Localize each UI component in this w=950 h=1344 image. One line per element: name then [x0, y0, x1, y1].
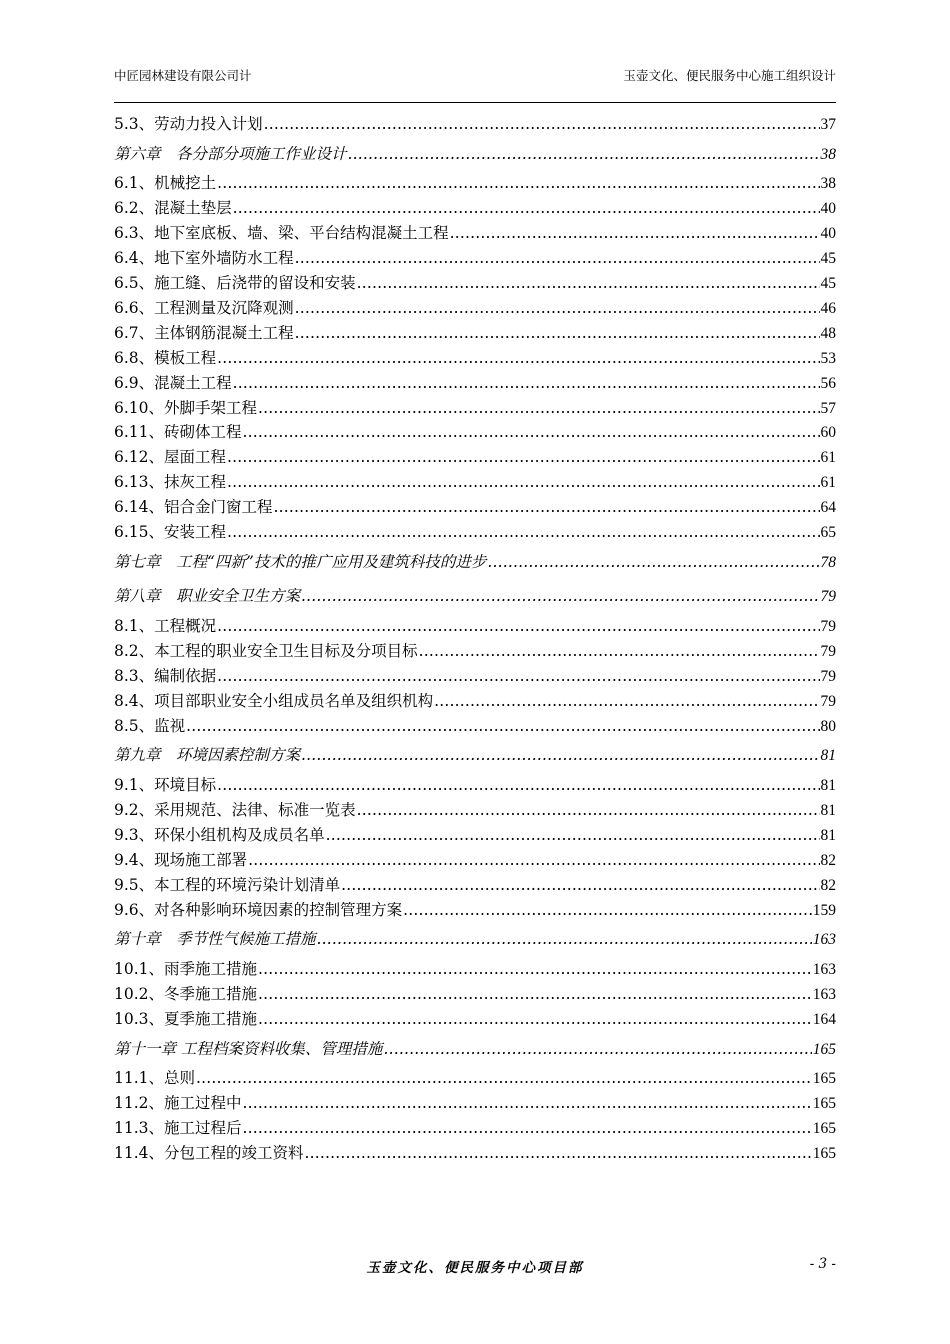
- toc-entry-title: 9.5、本工程的环境污染计划清单: [114, 875, 341, 894]
- toc-chapter-entry[interactable]: [114, 579, 836, 614]
- toc-entry-title: 9.6、对各种影响环境因素的控制管理方案: [114, 900, 403, 919]
- toc-entry-page: 163: [812, 961, 836, 979]
- toc-entry-page: 165: [812, 1070, 836, 1088]
- dot-leader: [217, 614, 819, 639]
- toc-entry[interactable]: [114, 371, 836, 396]
- dot-leader: [264, 112, 820, 137]
- toc-entry[interactable]: [114, 898, 836, 923]
- toc-entry-page: 79: [820, 692, 836, 710]
- toc-entry-page: 37: [820, 116, 836, 133]
- toc-entry-title: 第十一章 工程档案资料收集、管理措施: [114, 1039, 383, 1058]
- toc-entry-page: 80: [820, 717, 836, 735]
- toc-entry-page: 48: [820, 324, 836, 342]
- toc-entry-page: 79: [820, 588, 836, 606]
- toc-entry-title: 8.1、工程概况: [114, 617, 217, 636]
- toc-entry-title: 第十章 季节性气候施工措施: [114, 930, 316, 949]
- dot-leader: [243, 1091, 812, 1116]
- toc-entry[interactable]: [114, 773, 836, 798]
- toc-entry[interactable]: [114, 221, 836, 246]
- toc-entry-title: 9.1、环境目标: [114, 776, 217, 795]
- dot-leader: [317, 922, 812, 957]
- dot-leader: [227, 445, 819, 470]
- dot-leader: [357, 798, 820, 823]
- toc-entry-title: 6.1、机械挖土: [114, 174, 217, 193]
- toc-entry[interactable]: [114, 664, 836, 689]
- toc-entry[interactable]: [114, 639, 836, 664]
- toc-entry-page: 40: [820, 225, 836, 243]
- header-company: 中匠园林建设有限公司计: [114, 68, 252, 83]
- toc-entry[interactable]: [114, 957, 836, 982]
- toc-entry-page: 61: [820, 474, 836, 492]
- toc-entry-title: 9.3、环保小组机构及成员名单: [114, 825, 325, 844]
- toc-entry-page: 46: [820, 299, 836, 317]
- toc-entry-page: 57: [820, 399, 836, 417]
- toc-entry-page: 165: [812, 1095, 836, 1113]
- dot-leader: [450, 221, 820, 246]
- dot-leader: [217, 664, 819, 689]
- toc-entry[interactable]: [114, 1141, 836, 1166]
- toc-entry-title: 6.3、地下室底板、墙、梁、平台结构混凝土工程: [114, 224, 449, 243]
- dot-leader: [258, 982, 812, 1007]
- dot-leader: [295, 321, 820, 346]
- dot-leader: [341, 873, 819, 898]
- toc-entry[interactable]: [114, 1091, 836, 1116]
- toc-entry[interactable]: [114, 520, 836, 545]
- toc-entry-title: 8.2、本工程的职业安全卫生目标及分项目标: [114, 641, 418, 660]
- toc-entry-page: 165: [812, 1144, 836, 1162]
- toc-entry[interactable]: [114, 714, 836, 739]
- toc-entry-title: 6.13、抹灰工程: [114, 473, 227, 492]
- toc-entry-page: 38: [820, 175, 836, 193]
- toc-entry-page: 61: [820, 449, 836, 467]
- dot-leader: [357, 271, 820, 296]
- toc-entry-title: 6.7、主体钢筋混凝土工程: [114, 323, 294, 342]
- toc-entry-title: 6.10、外脚手架工程: [114, 398, 258, 417]
- toc-entry[interactable]: [114, 470, 836, 495]
- dot-leader: [326, 823, 820, 848]
- toc-entry[interactable]: [114, 321, 836, 346]
- dot-leader: [217, 773, 819, 798]
- toc-entry[interactable]: [114, 689, 836, 714]
- toc-entry-page: 79: [820, 618, 836, 636]
- toc-entry-title: 第八章 职业安全卫生方案: [114, 587, 301, 606]
- dot-leader: [217, 346, 819, 371]
- toc-entry-page: 45: [820, 275, 836, 293]
- dot-leader: [248, 848, 819, 873]
- dot-leader: [383, 1032, 811, 1067]
- toc-chapter-entry[interactable]: [114, 738, 836, 773]
- toc-entry-title: 9.4、现场施工部署: [114, 850, 248, 869]
- toc-entry-page: 78: [820, 553, 836, 571]
- dot-leader: [258, 957, 812, 982]
- dot-leader: [258, 1007, 812, 1032]
- toc-entry-page: 64: [820, 499, 836, 517]
- dot-leader: [186, 714, 819, 739]
- dot-leader: [301, 738, 819, 773]
- dot-leader: [233, 371, 820, 396]
- toc-entry-title: 11.3、施工过程后: [114, 1119, 242, 1138]
- toc-entry[interactable]: [114, 445, 836, 470]
- toc-entry[interactable]: [114, 495, 836, 520]
- toc-entry-page: 82: [820, 876, 836, 894]
- toc-entry-page: 79: [820, 642, 836, 660]
- toc-chapter-entry[interactable]: [114, 545, 836, 580]
- toc-entry-title: 6.8、模板工程: [114, 348, 217, 367]
- toc-entry-title: 8.3、编制依据: [114, 666, 217, 685]
- toc-entry-title: 10.1、雨季施工措施: [114, 960, 258, 979]
- dot-leader: [301, 579, 819, 614]
- toc-entry-title: 6.11、砖砌体工程: [114, 423, 242, 442]
- toc-entry-page: 159: [812, 901, 836, 919]
- dot-leader: [419, 639, 820, 664]
- toc-entry-page: 38: [820, 145, 836, 163]
- toc-entry-title: 11.2、施工过程中: [114, 1094, 242, 1113]
- toc-entry-title: 第七章 工程“四新”技术的推广应用及建筑科技的进步: [114, 552, 487, 571]
- toc-entry-title: 11.4、分包工程的竣工资料: [114, 1143, 304, 1162]
- toc-entry[interactable]: [114, 396, 836, 421]
- toc-entry-title: 6.12、屋面工程: [114, 448, 227, 467]
- dot-leader: [295, 296, 820, 321]
- toc-entry[interactable]: [114, 1116, 836, 1141]
- toc-entry[interactable]: [114, 798, 836, 823]
- toc-entry[interactable]: [114, 848, 836, 873]
- toc-entry-page: 56: [820, 374, 836, 392]
- toc-entry-page: 53: [820, 349, 836, 367]
- toc-entry-page: 81: [820, 801, 836, 819]
- toc-entry-page: 81: [820, 826, 836, 844]
- dot-leader: [227, 520, 819, 545]
- toc-chapter-entry[interactable]: [114, 137, 836, 172]
- toc-entry-page: 163: [812, 985, 836, 1003]
- toc-entry[interactable]: [114, 1007, 836, 1032]
- toc-entry[interactable]: [114, 296, 836, 321]
- toc-chapter-entry[interactable]: [114, 922, 836, 957]
- toc-entry-title: 第九章 环境因素控制方案: [114, 746, 301, 765]
- toc-entry-page: 81: [820, 777, 836, 795]
- dot-leader: [233, 196, 820, 221]
- toc-entry-title: 8.5、监视: [114, 716, 186, 735]
- toc-entry-title: 5.3、劳动力投入计划: [114, 115, 263, 133]
- dot-leader: [434, 689, 819, 714]
- dot-leader: [403, 898, 812, 923]
- dot-leader: [196, 1066, 812, 1091]
- toc-entry-title: 6.15、安装工程: [114, 522, 227, 541]
- toc-entry-page: 82: [820, 851, 836, 869]
- toc-entry-page: 164: [812, 1010, 836, 1028]
- toc-entry-title: 11.1、总则: [114, 1069, 196, 1088]
- footer-page-number: - 3 -: [809, 1256, 836, 1272]
- toc-entry[interactable]: [114, 171, 836, 196]
- page-header: [114, 68, 836, 103]
- toc-entry-page: 60: [820, 424, 836, 442]
- toc-entry-title: 8.4、项目部职业安全小组成员名单及组织机构: [114, 691, 434, 710]
- toc-entry[interactable]: [114, 271, 836, 296]
- dot-leader: [227, 470, 819, 495]
- toc-entry-page: 81: [820, 747, 836, 765]
- toc-chapter-entry[interactable]: [114, 1032, 836, 1067]
- toc-entry-page: 165: [812, 1120, 836, 1138]
- toc-entry[interactable]: [114, 420, 836, 445]
- toc-entry[interactable]: [114, 982, 836, 1007]
- toc-entry-title: 6.9、混凝土工程: [114, 373, 232, 392]
- toc-entry-title: 9.2、采用规范、法律、标准一览表: [114, 800, 356, 819]
- toc-entry[interactable]: [114, 346, 836, 371]
- dot-leader: [243, 1116, 812, 1141]
- header-project-title: 玉壶文化、便民服务中心施工组织设计: [623, 68, 836, 83]
- toc-entry-page: 65: [820, 523, 836, 541]
- toc-entry[interactable]: [114, 823, 836, 848]
- dot-leader: [487, 545, 819, 580]
- toc-entry[interactable]: [114, 873, 836, 898]
- footer-department: 玉壶文化、便民服务中心项目部: [366, 1260, 584, 1276]
- table-of-contents: [114, 112, 836, 1166]
- toc-entry[interactable]: [114, 196, 836, 221]
- dot-leader: [348, 137, 820, 172]
- dot-leader: [217, 171, 819, 196]
- dot-leader: [243, 420, 820, 445]
- toc-entry[interactable]: [114, 614, 836, 639]
- toc-entry-page: 79: [820, 667, 836, 685]
- toc-entry-page: 40: [820, 200, 836, 218]
- toc-entry-title: 10.3、夏季施工措施: [114, 1009, 258, 1028]
- toc-entry-title: 6.6、工程测量及沉降观测: [114, 298, 294, 317]
- toc-entry-page: 163: [812, 931, 836, 949]
- dot-leader: [258, 396, 819, 421]
- toc-entry-page: 45: [820, 250, 836, 268]
- toc-entry-title: 6.14、铝合金门窗工程: [114, 498, 273, 517]
- toc-entry-title: 10.2、冬季施工措施: [114, 984, 258, 1003]
- toc-entry-page: 165: [812, 1040, 836, 1058]
- toc-entry-title: 第六章 各分部分项施工作业设计: [114, 144, 347, 163]
- toc-entry-title: 6.4、地下室外墙防水工程: [114, 249, 294, 268]
- toc-entry-title: 6.5、施工缝、后浇带的留设和安装: [114, 274, 356, 293]
- toc-entry-title: 6.2、混凝土垫层: [114, 199, 232, 218]
- toc-entry[interactable]: [114, 1066, 836, 1091]
- page-footer: [114, 1256, 836, 1276]
- toc-entry[interactable]: [114, 112, 836, 137]
- dot-leader: [274, 495, 820, 520]
- toc-entry[interactable]: [114, 246, 836, 271]
- dot-leader: [305, 1141, 812, 1166]
- dot-leader: [295, 246, 820, 271]
